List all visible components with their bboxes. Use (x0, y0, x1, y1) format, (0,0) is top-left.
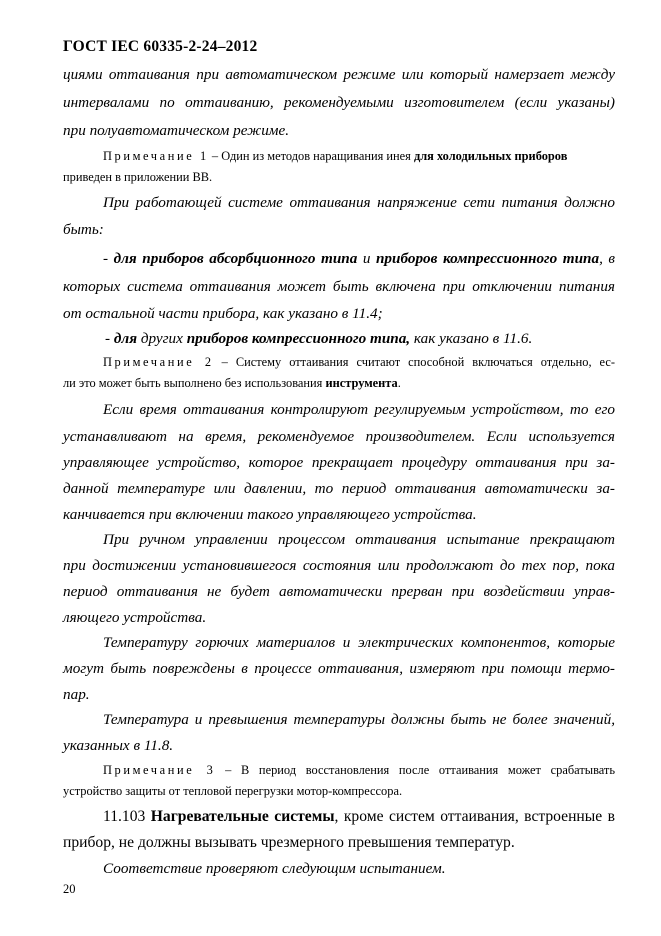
paragraph-line: Если время оттаивания контролируют регулируемым устройством, то его (103, 401, 615, 418)
paragraph-line: которых система оттаивания может быть включена при отключении питания (63, 278, 615, 295)
paragraph-line: Температуру горючих материалов и электрических компонентов, которые (103, 634, 615, 651)
defined-term: для (113, 330, 138, 347)
paragraph-line: данной температуре или давлении, то период оттаивания автоматически за- (63, 480, 615, 497)
paragraph-line: циями оттаивания при автоматическом режиме или который намерзает между (63, 66, 615, 83)
paragraph-line: управляющее устройство, которое прекращает процедуру оттаивания при за- (63, 454, 615, 471)
paragraph-line: интервалами по оттаиванию, рекомендуемыми изготовителем (если указаны) (63, 94, 615, 111)
note-3 (103, 763, 615, 778)
defined-term: приборов компрессионного типа (375, 250, 600, 267)
list-item (103, 250, 615, 268)
note-text: ли это может быть выполнено без использования (63, 376, 326, 390)
paragraph-line: Соответствие проверяют следующим испытанием. (103, 860, 446, 877)
paragraph-line: канчивается при включении такого управляющего устройства. (63, 506, 477, 523)
paragraph-line: от остальной части прибора, как указано в 11.4; (63, 305, 383, 322)
document-header: ГОСТ IEC 60335-2-24–2012 (63, 38, 258, 55)
note-text: – В период восстановления после оттаивания может срабатывать (215, 763, 615, 777)
note-line: приведен в приложении ВВ. (63, 170, 213, 184)
list-dash: - (103, 250, 114, 267)
paragraph-text: , в (599, 250, 615, 267)
note-1 (103, 149, 615, 164)
paragraph-line: ляющего устройства. (63, 609, 207, 626)
defined-term: для приборов абсорбционного типа (113, 250, 358, 267)
clause-number: 11.103 (103, 808, 151, 825)
paragraph-text: как указано в 11.6. (410, 330, 533, 347)
clause-title: Нагревательные системы (150, 808, 335, 825)
clause-text: , кроме систем оттаивания, встроенные в (334, 808, 615, 825)
paragraph-line: быть: (63, 221, 104, 238)
note-text: – Один из методов наращивания инея (208, 149, 414, 163)
note-line (63, 376, 615, 391)
note-text: – Систему оттаивания считают способной включаться отдельно, ес- (213, 355, 615, 369)
paragraph-line: могут быть повреждены в процессе оттаивания, измеряют при помощи термо- (63, 660, 615, 677)
note-text: . (397, 376, 401, 390)
defined-term: приборов компрессионного типа, (186, 330, 411, 347)
paragraph-line: пар. (63, 686, 90, 703)
paragraph-line: указанных в 11.8. (63, 737, 174, 754)
note-2 (103, 355, 615, 370)
page-number: 20 (63, 882, 76, 896)
clause-11-103 (103, 808, 615, 826)
paragraph-text: и (357, 250, 376, 267)
paragraph-line: Температура и превышения температуры должны быть не более значений, (103, 711, 615, 728)
paragraph-line: период оттаивания не будет автоматически прерван при воздействии управ- (63, 583, 615, 600)
paragraph-line: при достижении установившегося состояния или продолжают до тех пор, пока (63, 557, 615, 574)
note-label: Примечание 3 (103, 763, 216, 777)
paragraph-line: При работающей системе оттаивания напряжение сети питания должно (103, 194, 615, 211)
note-label: Примечание 1 (103, 149, 209, 163)
list-item (105, 330, 615, 348)
defined-term: инструмента (325, 376, 398, 390)
note-line: устройство защиты от тепловой перегрузки мотор-компрессора. (63, 784, 403, 798)
paragraph-line: прибор, не должны вызывать чрезмерного превышения температур. (63, 834, 515, 851)
paragraph-text: других (137, 330, 187, 347)
list-dash: - (105, 330, 114, 347)
defined-term: для холодильных приборов (413, 149, 568, 163)
paragraph-line: При ручном управлении процессом оттаивания испытание прекращают (103, 531, 615, 548)
paragraph-line: устанавливают на время, рекомендуемое производителем. Если используется (63, 428, 615, 445)
paragraph-line: при полуавтоматическом режиме. (63, 122, 290, 139)
note-label: Примечание 2 (103, 355, 214, 369)
